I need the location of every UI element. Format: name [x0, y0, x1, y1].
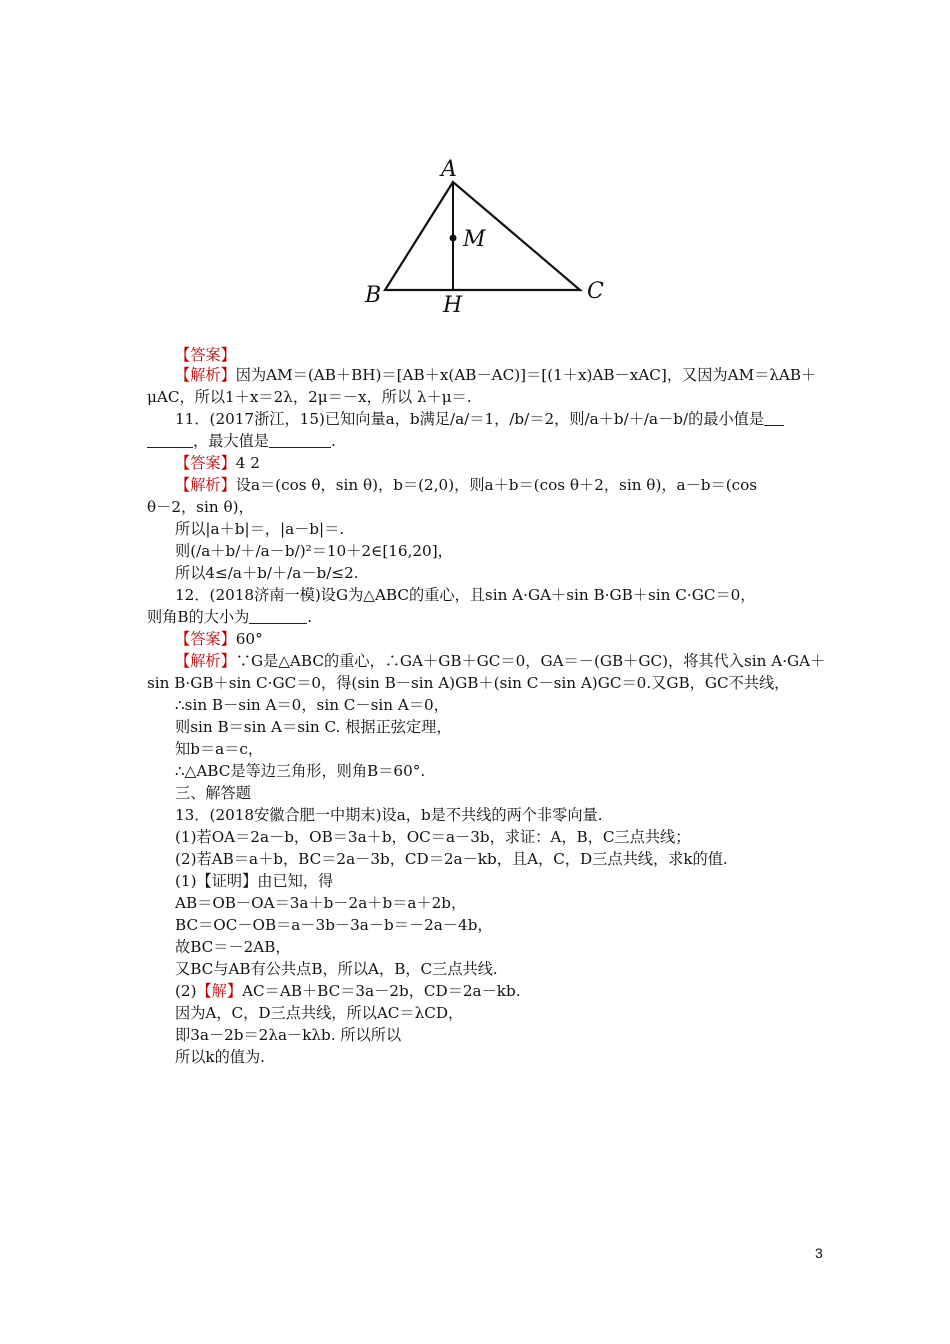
question-12: 12．(2018济南一模)设G为△ABC的重心，且sin A·GA＋sin B·GB＋sin C·GC＝0，	[175, 586, 756, 604]
text-line: μAC，所以1＋x＝2λ，2μ＝－x，所以 λ＋μ＝.	[147, 388, 472, 406]
text-line: ∴△ABC是等边三角形，则角B＝60°.	[175, 762, 426, 780]
triangle-figure	[355, 150, 615, 320]
point-m	[450, 235, 457, 242]
question-13: 13．(2018安徽合肥一中期末)设a，b是不共线的两个非零向量.	[175, 806, 603, 824]
text-line: 即3a－2b＝2λa－kλb. 所以所以	[175, 1026, 402, 1044]
text-line: 所以k的值为.	[175, 1048, 265, 1066]
text-line: 则(/a＋b/＋/a－b/)²＝10＋2∈[16,20]，	[175, 542, 453, 560]
analysis-line-12: 【解析】∵G是△ABC的重心，∴GA＋GB＋GC＝0，GA＝－(GB＋GC)，将其代入sin A·GA＋	[175, 652, 826, 670]
text-line: ∴sin B－sin A＝0，sin C－sin A＝0，	[175, 696, 449, 714]
answer-line-10: 【答案】	[175, 346, 236, 364]
text-line: (2)若AB＝a＋b，BC＝2a－3b，CD＝2a－kb，且A，C，D三点共线，求k的值.	[175, 850, 728, 868]
text-line: 又BC与AB有公共点B，所以A，B，C三点共线.	[175, 960, 498, 978]
text-line: 所以|a＋b|＝，|a－b|＝.	[175, 520, 345, 538]
text-line: 因为A，C，D三点共线，所以AC＝λCD，	[175, 1004, 464, 1022]
answer-line-11: 【答案】4 2	[175, 454, 260, 472]
text-line: sin B·GB＋sin C·GC＝0，得(sin B－sin A)GB＋(sin C－sin A)GC＝0.又GB，GC不共线，	[147, 674, 790, 692]
text-line: 故BC＝－2AB，	[175, 938, 291, 956]
page-number: 3	[815, 1245, 823, 1261]
text-line: θ－2，sin θ)，	[147, 498, 254, 516]
answer-line-12: 【答案】60°	[175, 630, 263, 648]
text-line: ，最大值是 .	[147, 430, 336, 452]
label-c: C	[587, 279, 604, 304]
label-a: A	[441, 157, 457, 182]
analysis-line-11: 【解析】设a＝(cos θ，sin θ)，b＝(2,0)，则a＋b＝(cos θ＋2，sin θ)，a－b＝(cos	[175, 476, 758, 494]
text-line: 则角B的大小为 .	[147, 608, 313, 626]
text-line: 知b＝a＝c，	[175, 740, 264, 758]
label-m: M	[463, 227, 486, 252]
blank-3	[269, 433, 331, 448]
text-line: 则sin B＝sin A＝sin C. 根据正弦定理，	[175, 718, 452, 736]
text-line: BC＝OC－OB＝a－3b－3a－b＝－2a－4b，	[175, 916, 493, 934]
solution-line: (2)【解】AC＝AB＋BC＝3a－2b，CD＝2a－kb.	[175, 982, 521, 1000]
blank-4	[249, 609, 307, 624]
question-11: 11．(2017浙江，15)已知向量a，b满足/a/＝1，/b/＝2，则/a＋b/＋/a－b/的最小值是	[175, 408, 784, 430]
blank-1	[764, 411, 784, 426]
label-h: H	[443, 293, 463, 318]
blank-2	[147, 433, 193, 448]
text-line: (1)【证明】由已知，得	[175, 872, 334, 890]
triangle-diagram	[355, 150, 615, 320]
label-b: B	[365, 283, 382, 308]
text-line: 所以4≤/a＋b/＋/a－b/≤2.	[175, 564, 359, 582]
section-heading: 三、解答题	[175, 784, 251, 802]
text-line: AB＝OB－OA＝3a＋b－2a＋b＝a＋2b，	[175, 894, 467, 912]
analysis-line-10: 【解析】因为AM＝(AB＋BH)＝[AB＋x(AB－AC)]＝[(1＋x)AB－xAC]，又因为AM＝λAB＋	[175, 366, 817, 384]
text-line: (1)若OA＝2a－b，OB＝3a＋b，OC＝a－3b，求证：A，B，C三点共线；	[175, 828, 691, 846]
